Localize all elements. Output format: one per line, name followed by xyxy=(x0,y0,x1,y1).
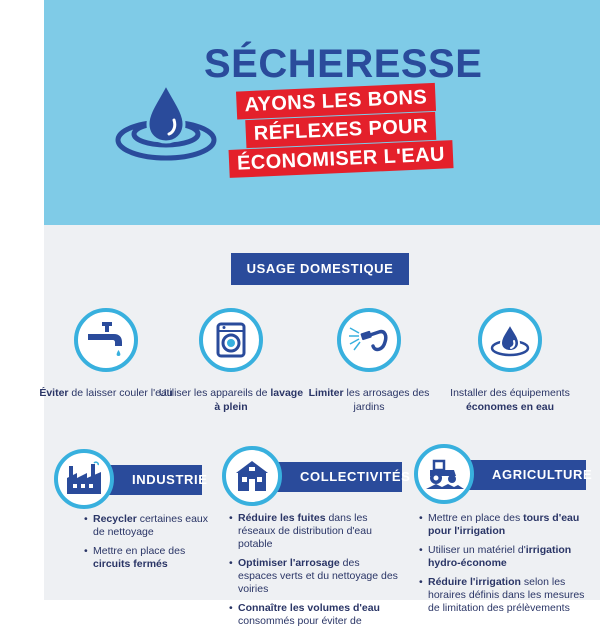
domestic-item-4: Installer des équipements économes en eau xyxy=(450,387,570,413)
domestic-item-3: Limiter les arrosages des jardins xyxy=(308,387,430,413)
domestic-item-2: Utiliser les appareils de lavage à plein xyxy=(158,387,304,413)
faucet-icon xyxy=(74,308,138,372)
slogan-line-1: AYONS LES BONS xyxy=(236,83,436,120)
list-item: • Mettre en place des tours d'eau pour l'irrigation xyxy=(419,512,594,538)
collectivites-list xyxy=(229,512,401,634)
hero-title: SÉCHERESSE xyxy=(204,42,483,86)
industrie-list xyxy=(84,513,214,577)
list-item: • Connaître les volumes d'eau consommés pour éviter de xyxy=(229,602,401,628)
town-hall-icon xyxy=(222,446,282,506)
agriculture-banner: AGRICULTURE xyxy=(462,460,586,490)
factory-icon xyxy=(54,449,114,509)
washing-machine-icon xyxy=(199,308,263,372)
agriculture-list xyxy=(419,512,594,621)
poster xyxy=(39,0,600,627)
slogan-line-3: ÉCONOMISER L'EAU xyxy=(229,140,454,178)
garden-hose-icon xyxy=(337,308,401,372)
slogan-line-2: RÉFLEXES POUR xyxy=(245,112,436,148)
domestic-usage-banner: USAGE DOMESTIQUE xyxy=(231,253,409,285)
page-margin xyxy=(0,0,44,600)
water-drop-ripple-icon xyxy=(114,78,224,168)
collectivites-banner: COLLECTIVITÉS xyxy=(270,462,402,492)
industrie-banner: INDUSTRIE xyxy=(102,465,202,495)
tractor-icon xyxy=(414,444,474,504)
list-item: • Utiliser un matériel d'irrigation hydro-économe xyxy=(419,544,594,570)
water-drop-icon xyxy=(478,308,542,372)
list-item: • Réduire les fuites dans les réseaux de distribution d'eau potable xyxy=(229,512,401,551)
hero-slogan xyxy=(226,82,453,179)
list-item: • Optimiser l'arrosage des espaces verts et du nettoyage des voiries xyxy=(229,557,401,596)
hero-header xyxy=(44,0,600,225)
list-item: • Mettre en place des circuits fermés xyxy=(84,545,214,571)
list-item: • Réduire l'irrigation selon les horaires définis dans les mesures de limitation des prélèvements xyxy=(419,576,594,615)
domestic-item-1: Éviter de laisser couler l'eau xyxy=(39,387,173,399)
list-item: • Recycler certaines eaux de nettoyage xyxy=(84,513,214,539)
